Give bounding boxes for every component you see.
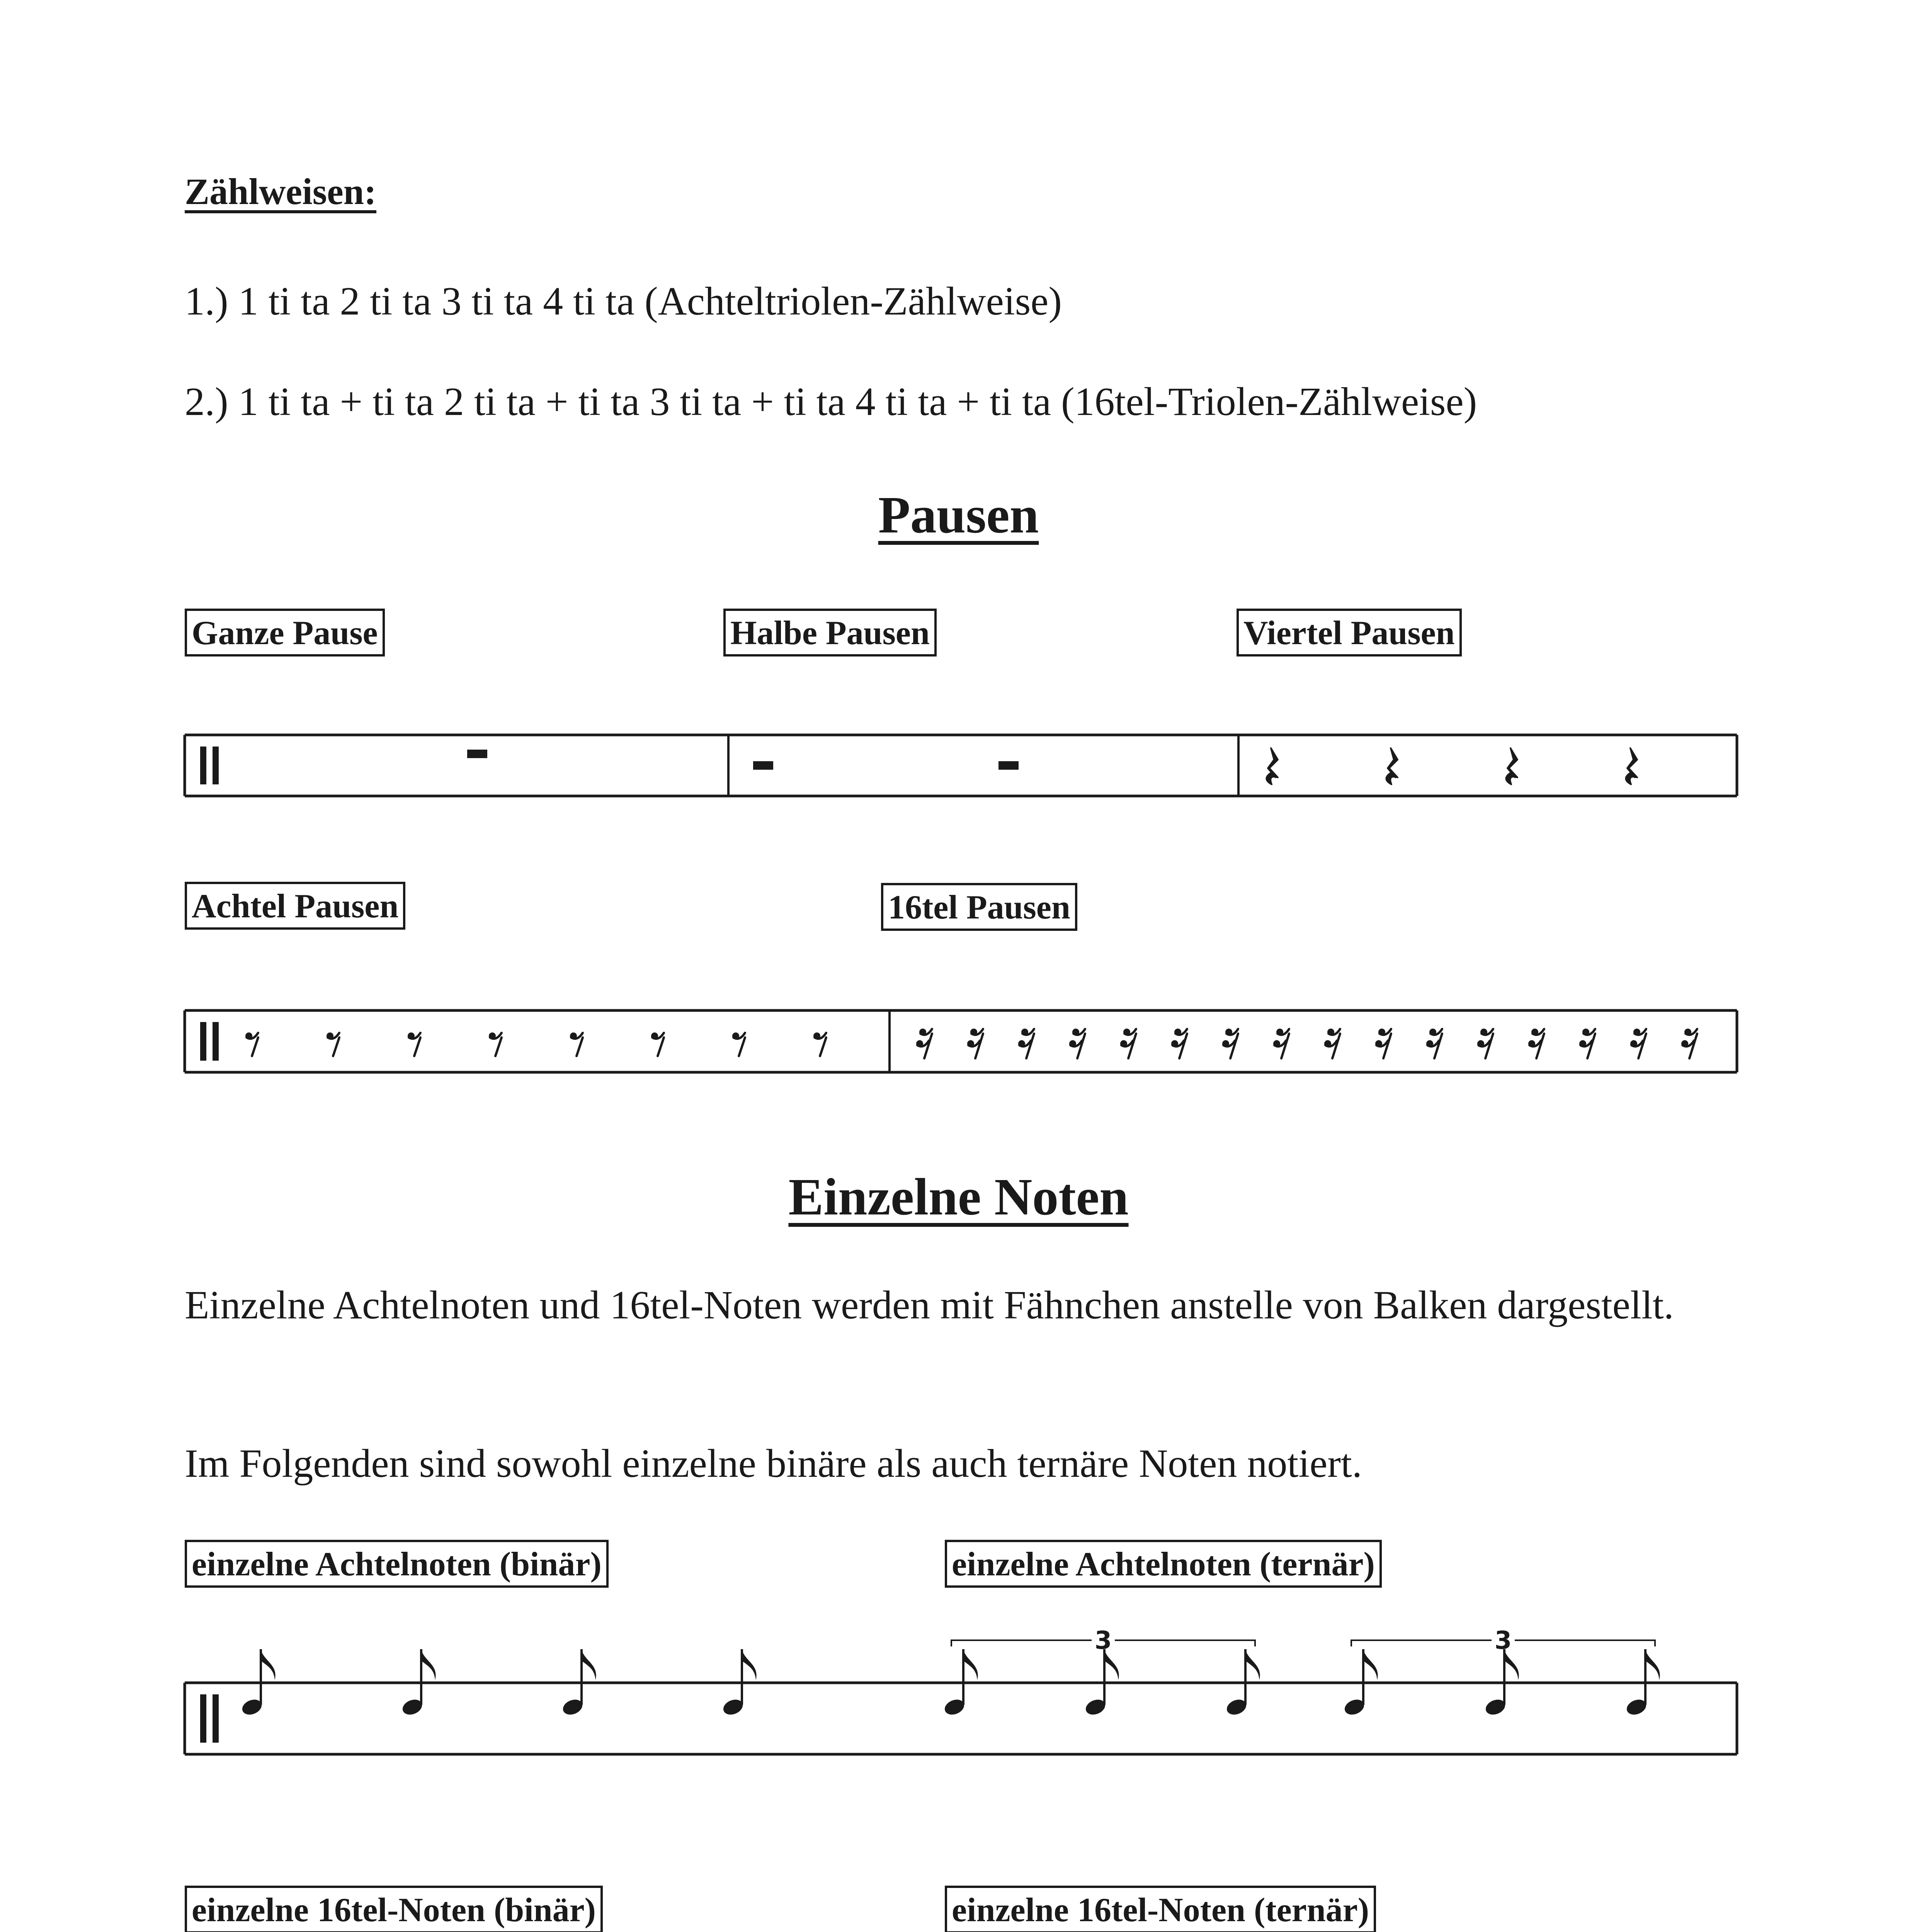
note-staff-eighth [185,1626,1737,1754]
quarter-rest [1386,748,1398,784]
percussion-clef-bar-left [200,747,206,784]
single-notes-paragraph-1: Einzelne Achtelnoten und 16tel-Noten werden mit Fähnchen anstelle von Balken dargestellt. [185,1283,1674,1327]
percussion-clef-bar-right [213,1694,219,1743]
label-eighth-rests: Achtel Pausen [185,882,405,930]
rest-stem [252,1037,258,1056]
label-sixteenth-rests: 16tel Pausen [881,883,1077,931]
note-flag [582,1649,596,1680]
label-eighth-binary: einzelne Achtelnoten (binär) [185,1540,609,1588]
rest-staff-eighth-sixteenth [185,1010,1737,1072]
percussion-clef-bar-left [200,1694,206,1743]
label-sixteenth-binary: einzelne 16tel-Noten (binär) [185,1886,603,1932]
rest-stem [414,1037,420,1056]
rest-staff-whole-half-quarter [185,735,1737,796]
tuplet-number: 3 [1094,1626,1112,1655]
note-flag [742,1649,757,1680]
half-rest [998,761,1019,770]
label-eighth-ternary: einzelne Achtelnoten (ternär) [945,1540,1382,1588]
tuplet-bracket-left [1351,1640,1492,1646]
label-whole-rest: Ganze Pause [185,609,385,656]
note-flag [963,1649,978,1680]
counting-line-1: 1.) 1 ti ta 2 ti ta 3 ti ta 4 ti ta (Achteltriolen-Zählweise) [185,279,1062,323]
single-notes-paragraph-2: Im Folgenden sind sowohl einzelne binäre als auch ternäre Noten notiert. [185,1441,1362,1486]
rest-stem [820,1037,826,1056]
half-rest [753,761,773,770]
tuplet-bracket-right [1515,1640,1655,1646]
rests-heading-text: Pausen [878,486,1039,544]
rest-stem [333,1037,339,1056]
note-flag [261,1649,276,1680]
rest-stem [577,1037,583,1056]
rest-stem [495,1037,502,1056]
tuplet-number: 3 [1494,1626,1512,1655]
note-flag [1363,1649,1378,1680]
percussion-clef-bar-right [213,1022,219,1061]
label-sixteenth-ternary: einzelne 16tel-Noten (ternär) [945,1886,1376,1932]
rest-stem [739,1037,745,1056]
whole-rest [467,750,487,758]
quarter-rest [1626,748,1637,784]
label-half-rests: Halbe Pausen [723,609,937,656]
note-flag [1245,1649,1260,1680]
rest-stem [658,1037,664,1056]
label-quarter-rests: Viertel Pausen [1237,609,1462,656]
tuplet-bracket-left [951,1640,1092,1646]
quarter-rest [1266,748,1278,784]
note-flag [1645,1649,1660,1680]
counting-line-2: 2.) 1 ti ta + ti ta 2 ti ta + ti ta 3 ti ta + ti ta 4 ti ta + ti ta (16tel-Triolen-Zählweise) [185,379,1477,424]
note-flag [421,1649,436,1680]
counting-heading: Zählweisen: [185,171,377,212]
tuplet-bracket-right [1115,1640,1255,1646]
percussion-clef-bar-right [213,747,219,784]
single-notes-heading-text: Einzelne Noten [788,1168,1129,1226]
quarter-rest [1506,748,1517,784]
percussion-clef-bar-left [200,1022,206,1061]
